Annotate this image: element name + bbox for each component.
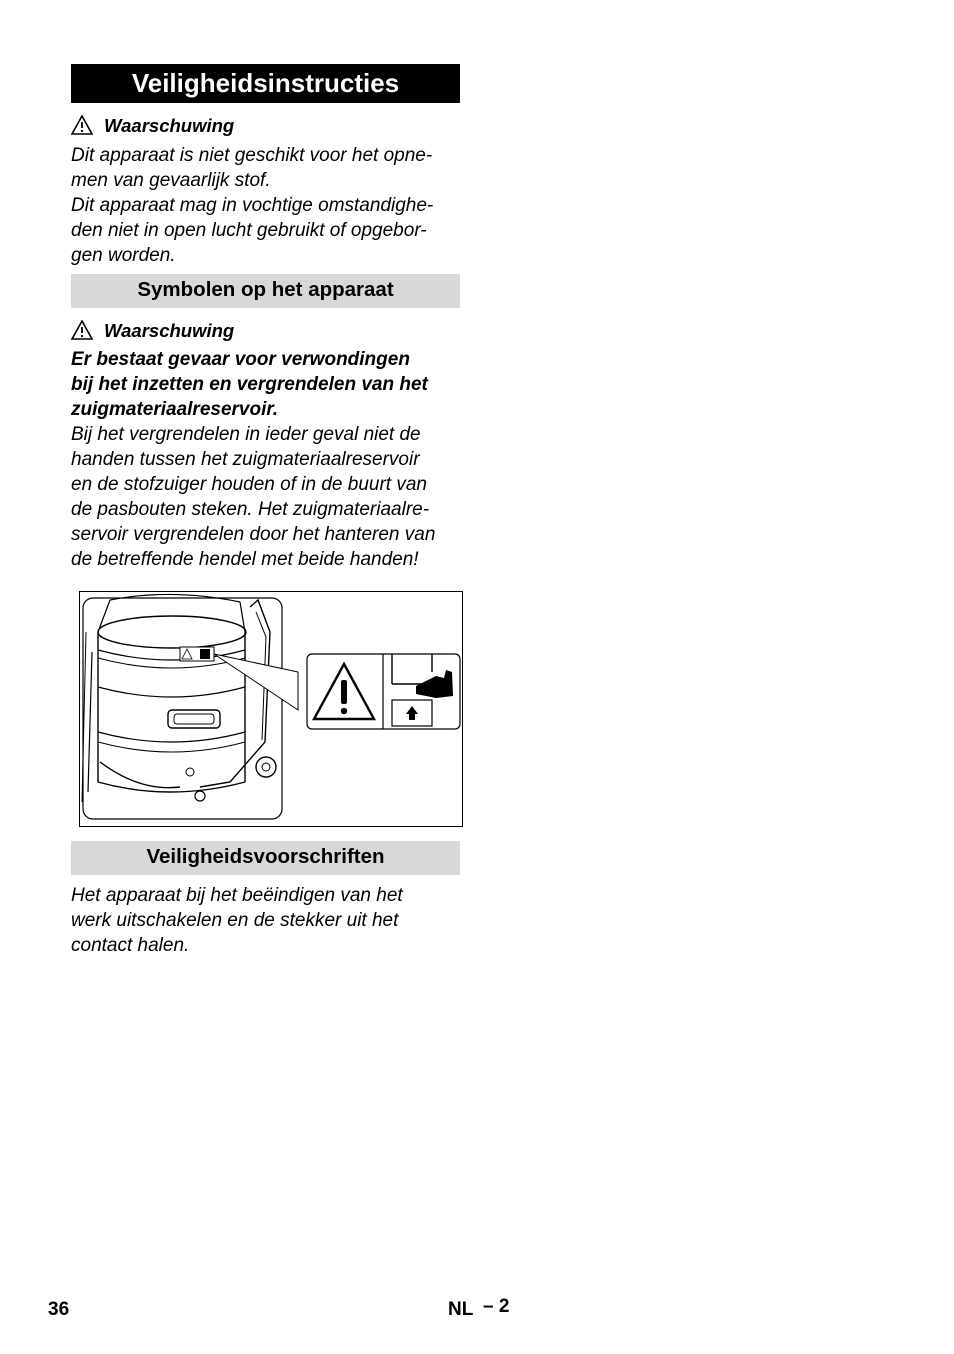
- text-line: contact halen.: [71, 935, 190, 956]
- text-line: bij het inzetten en vergrendelen van het: [71, 374, 428, 395]
- sub-page-number: – 2: [483, 1296, 510, 1317]
- page-title: Veiligheidsinstructies: [71, 64, 460, 103]
- warning-text-1: [71, 143, 463, 268]
- language-code: NL: [448, 1299, 474, 1320]
- text-line: Dit apparaat is niet geschikt voor het opne-: [71, 145, 433, 166]
- warning-bold-text: [71, 347, 463, 422]
- warning-text-2: [71, 422, 463, 572]
- text-line: Bij het vergrendelen in ieder geval niet de: [71, 424, 421, 445]
- text-line: den niet in open lucht gebruikt of opgebor-: [71, 220, 427, 241]
- text-line: en de stofzuiger houden of in de buurt van: [71, 474, 427, 495]
- warning-triangle-icon: [71, 320, 93, 340]
- device-illustration: [79, 591, 463, 827]
- text-line: zuigmateriaalreservoir.: [71, 399, 278, 420]
- section-heading-safety-rules: Veiligheidsvoorschriften: [71, 841, 460, 875]
- safety-rules-text: [71, 883, 463, 958]
- text-line: Dit apparaat mag in vochtige omstandighe-: [71, 195, 434, 216]
- text-line: handen tussen het zuigmateriaalreservoir: [71, 449, 420, 470]
- warning-triangle-icon: [71, 115, 93, 135]
- page-number: 36: [48, 1299, 70, 1320]
- text-line: Er bestaat gevaar voor verwondingen: [71, 349, 410, 370]
- vacuum-cleaner-drawing: [80, 592, 462, 826]
- warning-label: Waarschuwing: [104, 115, 235, 136]
- text-line: men van gevaarlijk stof.: [71, 170, 271, 191]
- warning-label: Waarschuwing: [104, 320, 235, 341]
- text-line: servoir vergrendelen door het hanteren van: [71, 524, 436, 545]
- text-line: de betreffende hendel met beide handen!: [71, 549, 419, 570]
- section-heading-symbols: Symbolen op het apparaat: [71, 274, 460, 308]
- text-line: gen worden.: [71, 245, 176, 266]
- warning-heading-1: [71, 114, 371, 138]
- text-line: Het apparaat bij het beëindigen van het: [71, 885, 403, 906]
- text-line: de pasbouten steken. Het zuigmateriaalre-: [71, 499, 430, 520]
- warning-heading-2: [71, 319, 371, 343]
- text-line: werk uitschakelen en de stekker uit het: [71, 910, 399, 931]
